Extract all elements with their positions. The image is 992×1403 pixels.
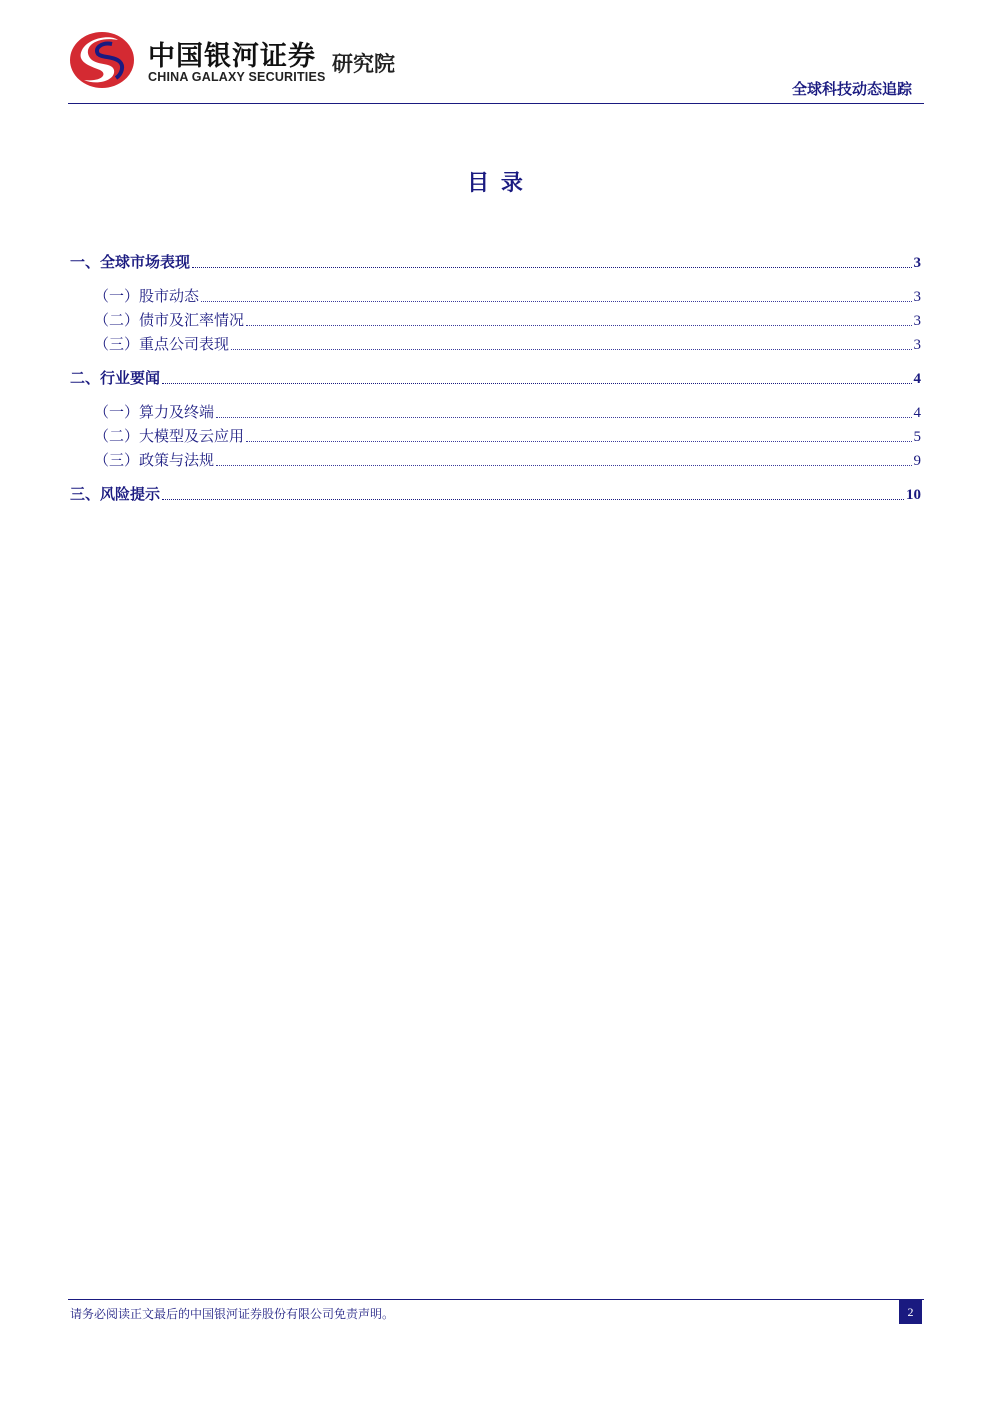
toc-entry-2-1[interactable] [70, 404, 921, 422]
toc-entry-page: 3 [913, 255, 921, 271]
toc-entry-label: （一）算力及终端 [94, 403, 215, 421]
page-header [68, 26, 924, 104]
table-of-contents [70, 254, 921, 504]
toc-leader-dots [192, 266, 911, 268]
toc-entry-page: 5 [913, 429, 921, 445]
toc-entry-page: 9 [913, 453, 921, 469]
toc-title: 目 录 [467, 171, 525, 196]
toc-entry-1-2[interactable] [70, 312, 921, 330]
company-name-cn: 中国银河证券 [148, 41, 316, 72]
toc-entry-page: 4 [913, 371, 921, 387]
footer-disclaimer: 请务必阅读正文最后的中国银河证券股份有限公司免责声明。 [70, 1307, 395, 1321]
toc-leader-dots [162, 382, 911, 384]
toc-leader-dots [162, 498, 904, 500]
toc-entry-page: 3 [913, 337, 921, 353]
department-name: 研究院 [332, 52, 395, 76]
toc-leader-dots [246, 440, 911, 442]
company-name-en: CHINA GALAXY SECURITIES [148, 70, 326, 84]
page-number-badge: 2 [899, 1300, 922, 1324]
toc-entry-label: 二、行业要闻 [70, 369, 161, 387]
toc-entry-1-3[interactable] [70, 336, 921, 354]
toc-leader-dots [216, 464, 911, 466]
toc-entry-section-2[interactable] [70, 370, 921, 388]
toc-entry-label: （一）股市动态 [94, 287, 200, 305]
toc-leader-dots [246, 324, 911, 326]
galaxy-logo-icon [68, 30, 136, 90]
toc-entry-label: 一、全球市场表现 [70, 253, 191, 271]
toc-entry-2-2[interactable] [70, 428, 921, 446]
toc-leader-dots [231, 348, 911, 350]
toc-entry-1-1[interactable] [70, 288, 921, 306]
toc-entry-page: 3 [913, 313, 921, 329]
toc-entry-section-1[interactable] [70, 254, 921, 272]
toc-entry-label: （二）大模型及云应用 [94, 427, 245, 445]
toc-entry-section-3[interactable] [70, 486, 921, 504]
toc-entry-label: 三、风险提示 [70, 485, 161, 503]
header-divider [68, 103, 924, 104]
toc-entry-page: 10 [906, 487, 921, 503]
report-title: 全球科技动态追踪 [791, 80, 912, 98]
toc-entry-label: （三）政策与法规 [94, 451, 215, 469]
toc-entry-page: 3 [913, 289, 921, 305]
toc-entry-label: （二）债市及汇率情况 [94, 311, 245, 329]
footer-divider [68, 1299, 924, 1300]
toc-leader-dots [201, 300, 911, 302]
toc-entry-2-3[interactable] [70, 452, 921, 470]
toc-entry-page: 4 [913, 405, 921, 421]
toc-entry-label: （三）重点公司表现 [94, 335, 230, 353]
toc-leader-dots [216, 416, 911, 418]
